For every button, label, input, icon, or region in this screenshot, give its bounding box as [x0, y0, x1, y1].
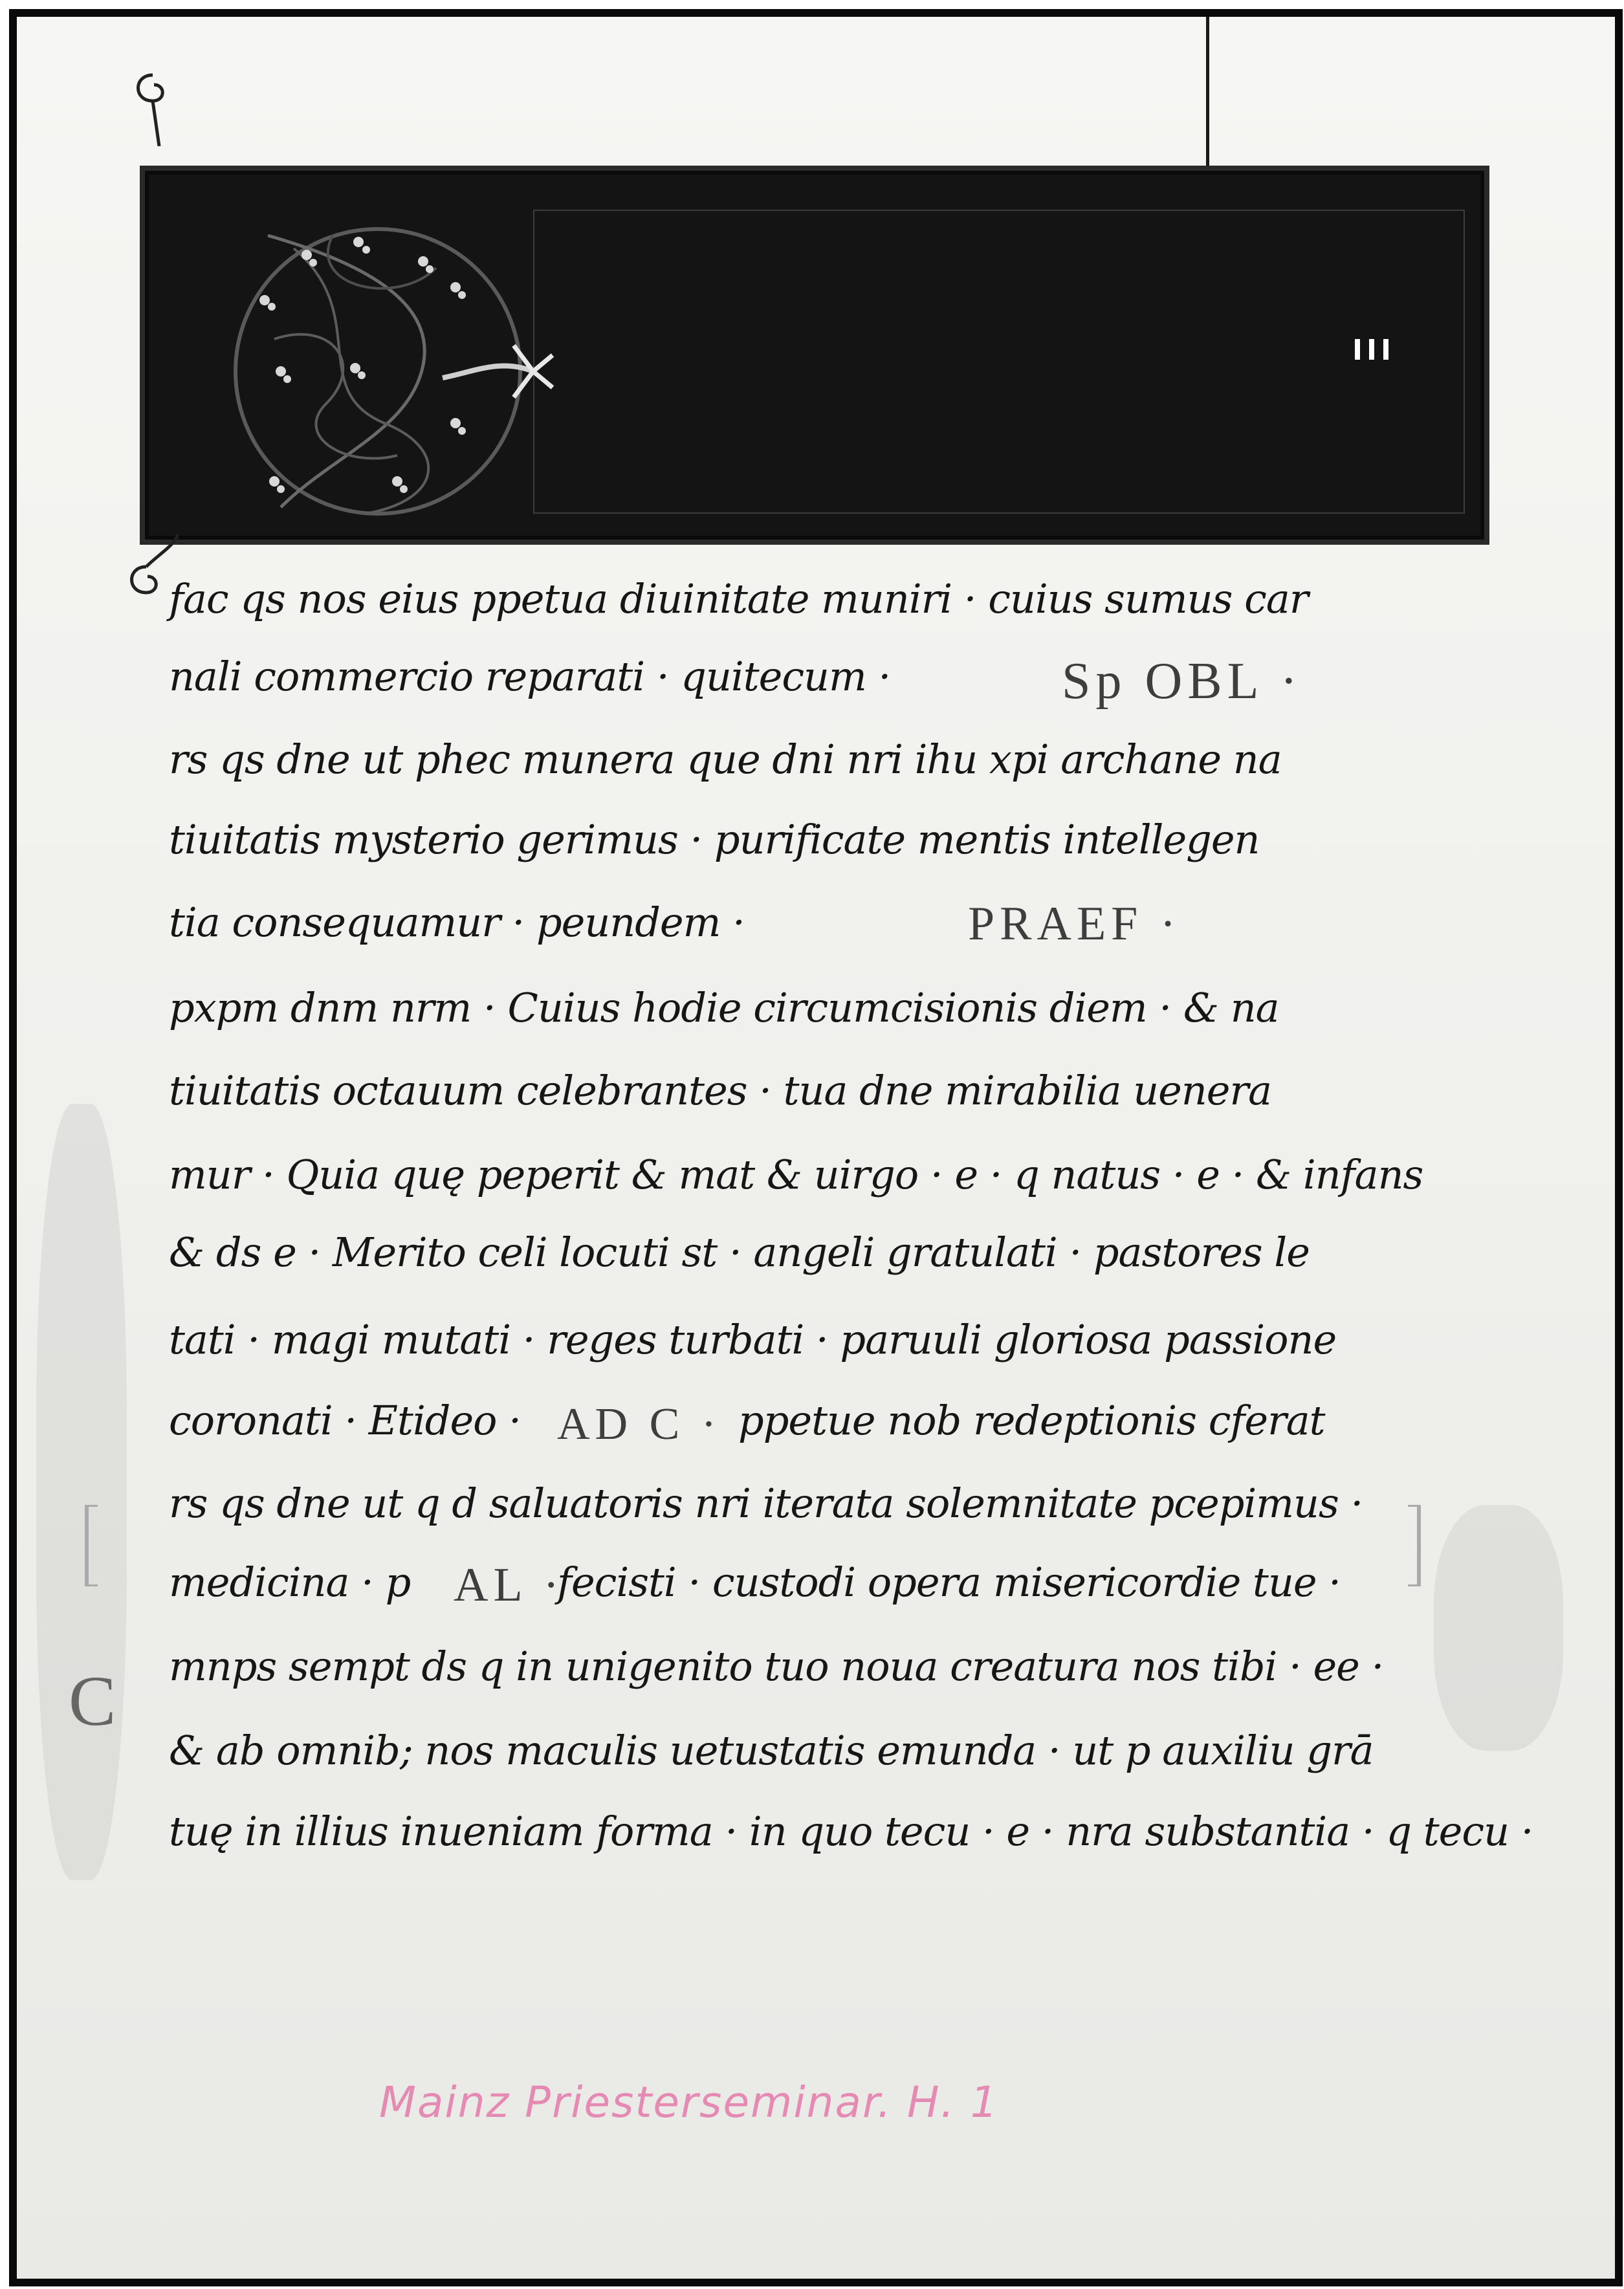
white-ticks — [1355, 339, 1398, 362]
margin-initial: C — [69, 1661, 116, 1740]
rubric-s: S — [1062, 653, 1096, 710]
text-line: rs qs dne ut q d saluatoris nri iterata solemnitate pcepimus · — [169, 1480, 1363, 1527]
text-line: tuę in illius inueniam forma · in quo tecu · e · nra substantia · q tecu · — [169, 1808, 1533, 1855]
rubric-ad-communionem: AD C · — [557, 1399, 722, 1449]
rubric-praefatio: PRAEF · — [968, 897, 1181, 950]
text-line: tiuitatis mysterio gerimus · purificate mentis intellegen — [169, 816, 1260, 863]
text-line: mur · Quia quę peperit & mat & uirgo · e · q natus · e · & infans — [169, 1151, 1423, 1198]
text-line: mnps sempt ds q in unigenito tuo noua creatura nos tibi · ee · — [169, 1643, 1384, 1690]
text-line: nali commercio reparati · quitecum · — [169, 653, 891, 700]
margin-bracket — [85, 1505, 98, 1586]
ruling-line — [1206, 17, 1209, 172]
text-line: fac qs nos eius ppetua diuinitate muniri · cuius sumus car — [169, 575, 1308, 622]
scroll-ornament-icon — [114, 56, 185, 146]
band-inner-border — [533, 210, 1465, 514]
text-line: & ab omnib; nos maculis uetustatis emunda · ut p auxiliu grā — [169, 1727, 1374, 1774]
text-line: tati · magi mutati · reges turbati · paruuli gloriosa passione — [169, 1316, 1337, 1363]
text-line: tiuitatis octauum celebrantes · tua dne mirabilia uenera — [169, 1067, 1272, 1114]
pencil-annotation: Mainz Priesterseminar. H. 1 — [379, 2077, 999, 2127]
margin-smudge — [36, 1104, 127, 1880]
decorated-initial-d — [229, 210, 591, 533]
rubric-post-communionem: AL · — [454, 1559, 565, 1612]
ruling-line-faint — [1621, 17, 1623, 547]
text-line: & ds e · Merito celi locuti st · angeli gratulati · pastores le — [169, 1229, 1310, 1276]
rubric-obl: p OBL · — [1095, 653, 1303, 710]
text-line: tia consequamur · peundem · — [169, 899, 745, 946]
margin-smudge — [1434, 1505, 1563, 1751]
text-line: pxpm dnm nrm · Cuius hodie circumcisionis diem · & na — [169, 984, 1279, 1031]
photo-frame — [9, 9, 1623, 2286]
text-line: coronati · Etideo · — [169, 1397, 521, 1444]
text-line: medicina · p — [169, 1559, 411, 1606]
scroll-ornament-icon — [101, 528, 179, 599]
rubric-secreta — [1062, 652, 1302, 711]
text-line: ppetue nob redeptionis cferat — [738, 1397, 1325, 1444]
illuminated-title-band — [140, 166, 1489, 545]
text-line: fecisti · custodi opera misericordie tue · — [557, 1559, 1341, 1606]
margin-bracket — [1408, 1505, 1421, 1586]
band-ghost-lettering — [1421, 248, 1439, 301]
text-line: rs qs dne ut phec munera que dni nri ihu xpi archane na — [169, 736, 1282, 783]
